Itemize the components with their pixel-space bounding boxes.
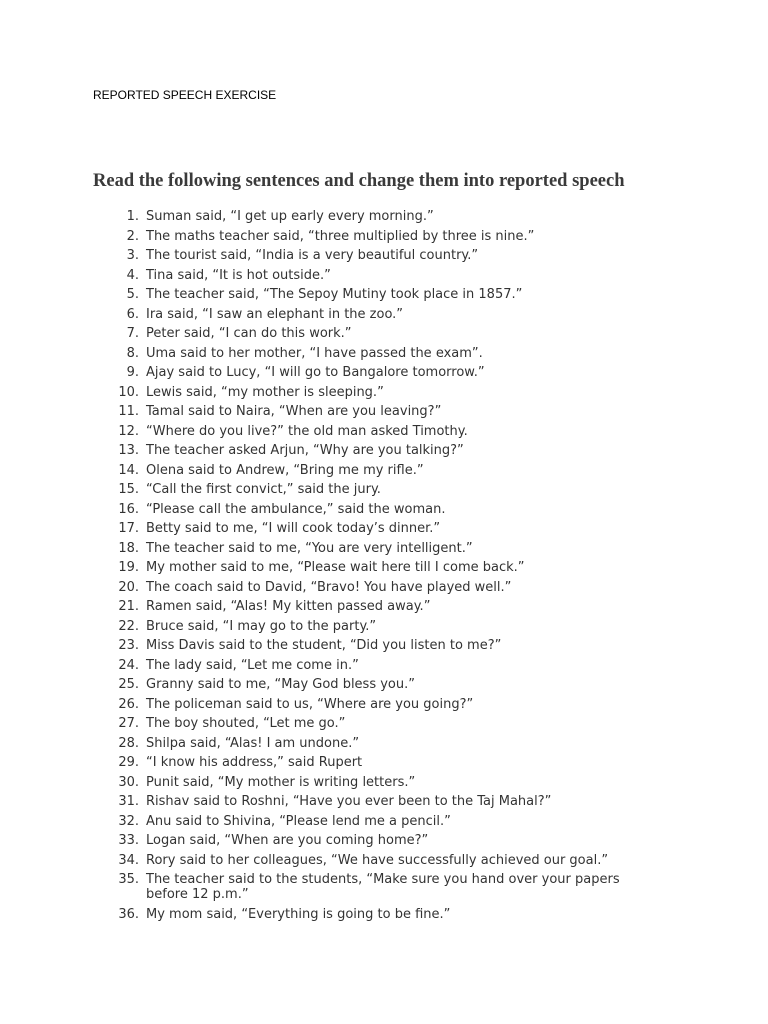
- list-item-gap: [139, 246, 146, 266]
- list-item-number: 18.: [118, 540, 139, 556]
- list-item-number: 13.: [118, 443, 139, 458]
- list-item-text: My mom said, “Everything is going to be fine.”: [146, 906, 451, 922]
- list-item: [93, 285, 653, 305]
- list-item-text: Lewis said, “my mother is sleeping.”: [146, 384, 384, 400]
- list-item-number: 2.: [126, 228, 139, 244]
- list-item-number: 27.: [118, 716, 139, 731]
- list-item: [93, 597, 653, 617]
- list-item: [93, 905, 653, 925]
- list-item-text: Uma said to her mother, “I have passed the exam”.: [146, 345, 483, 361]
- list-item-gap: [139, 636, 146, 656]
- list-item: [93, 227, 653, 247]
- list-item-number: 16.: [118, 501, 139, 517]
- list-item-text: Ramen said, “Alas! My kitten passed away.”: [146, 599, 431, 614]
- list-item-number: 24.: [118, 657, 139, 673]
- list-item-text: “Where do you live?” the old man asked Timothy.: [146, 423, 468, 439]
- list-item-number: 17.: [118, 521, 139, 536]
- list-item-text: “I know his address,” said Rupert: [146, 755, 363, 770]
- list-item-number: 21.: [118, 599, 139, 614]
- list-item-number: 23.: [118, 638, 139, 653]
- list-item-gap: [139, 812, 146, 832]
- list-item-number: 34.: [118, 852, 139, 868]
- list-item-gap: [139, 383, 146, 403]
- list-item: [93, 578, 653, 598]
- list-item-text: The policeman said to us, “Where are you going?”: [146, 696, 474, 712]
- list-item: [93, 207, 653, 227]
- list-item: [93, 714, 653, 734]
- list-item-number: 20.: [118, 579, 139, 595]
- list-item-text: “Call the first convict,” said the jury.: [146, 482, 381, 497]
- document-header-label: REPORTED SPEECH EXERCISE: [93, 88, 277, 102]
- list-item-text: The tourist said, “India is a very beautiful country.”: [146, 248, 479, 263]
- list-item-text: “Please call the ambulance,” said the woman.: [146, 501, 446, 517]
- list-item: [93, 636, 653, 656]
- list-item-number: 11.: [118, 404, 139, 419]
- list-item: [93, 734, 653, 754]
- list-item: [93, 383, 653, 403]
- list-item-text: Peter said, “I can do this work.”: [146, 326, 352, 341]
- list-item-gap: [139, 870, 146, 905]
- list-item: [93, 753, 653, 773]
- list-item-gap: [139, 773, 146, 793]
- list-item-text: The boy shouted, “Let me go.”: [146, 716, 346, 731]
- list-item-text: My mother said to me, “Please wait here till I come back.”: [146, 560, 525, 575]
- list-item-gap: [139, 402, 146, 422]
- list-item-number: 31.: [118, 794, 139, 809]
- list-item: [93, 558, 653, 578]
- list-item-number: 6.: [126, 306, 139, 322]
- list-item-gap: [139, 753, 146, 773]
- instructions-heading: Read the following sentences and change them into reported speech: [93, 171, 625, 191]
- list-item-text: Betty said to me, “I will cook today’s dinner.”: [146, 521, 441, 536]
- list-item-text: Shilpa said, “Alas! I am undone.”: [146, 735, 360, 751]
- list-item-gap: [139, 792, 146, 812]
- list-item-gap: [139, 831, 146, 851]
- list-item: [93, 500, 653, 520]
- list-item-number: 8.: [126, 345, 139, 361]
- list-item-number: 29.: [118, 755, 139, 770]
- list-item-gap: [139, 285, 146, 305]
- list-item-text: Bruce said, “I may go to the party.”: [146, 618, 377, 634]
- list-item: [93, 441, 653, 461]
- list-item-text: The teacher said to the students, “Make sure you hand over your papers before 12 p.m.”: [146, 872, 620, 902]
- list-item-gap: [139, 714, 146, 734]
- list-item: [93, 773, 653, 793]
- list-item-text: Ajay said to Lucy, “I will go to Bangalore tomorrow.”: [146, 365, 485, 380]
- list-item-number: 30.: [118, 774, 139, 790]
- list-item-number: 1.: [126, 209, 139, 224]
- list-item-text: Tina said, “It is hot outside.”: [146, 267, 331, 283]
- list-item-gap: [139, 461, 146, 481]
- list-item: [93, 422, 653, 442]
- list-item-number: 5.: [126, 287, 139, 302]
- list-item: [93, 617, 653, 637]
- list-item-text: The coach said to David, “Bravo! You have played well.”: [146, 579, 512, 595]
- list-item: [93, 266, 653, 286]
- list-item-number: 9.: [126, 365, 139, 380]
- list-item-text: Ira said, “I saw an elephant in the zoo.”: [146, 306, 404, 322]
- list-item-number: 10.: [118, 384, 139, 400]
- list-item-gap: [139, 656, 146, 676]
- list-item-gap: [139, 305, 146, 325]
- list-item: [93, 363, 653, 383]
- list-item-text: The teacher said, “The Sepoy Mutiny took place in 1857.”: [146, 287, 523, 302]
- list-item-gap: [139, 266, 146, 286]
- list-item-gap: [139, 344, 146, 364]
- list-item: [93, 831, 653, 851]
- list-item-number: 15.: [118, 482, 139, 497]
- list-item: [93, 539, 653, 559]
- list-item-number: 22.: [118, 618, 139, 634]
- list-item-gap: [139, 539, 146, 559]
- list-item-number: 7.: [126, 326, 139, 341]
- list-item-gap: [139, 519, 146, 539]
- list-item-gap: [139, 597, 146, 617]
- list-item: [93, 305, 653, 325]
- list-item-number: 25.: [118, 677, 139, 692]
- list-item: [93, 695, 653, 715]
- list-item: [93, 519, 653, 539]
- list-item-text: Logan said, “When are you coming home?”: [146, 833, 429, 848]
- list-item: [93, 480, 653, 500]
- list-item: [93, 812, 653, 832]
- list-item-text: The maths teacher said, “three multiplied by three is nine.”: [146, 228, 535, 244]
- list-item: [93, 324, 653, 344]
- list-item: [93, 870, 653, 905]
- list-item-number: 4.: [126, 267, 139, 283]
- list-item-text: Olena said to Andrew, “Bring me my rifle.”: [146, 462, 424, 478]
- list-item-number: 14.: [118, 462, 139, 478]
- list-item: [93, 675, 653, 695]
- list-item: [93, 246, 653, 266]
- list-item-gap: [139, 324, 146, 344]
- list-item-text: Suman said, “I get up early every morning.”: [146, 209, 434, 224]
- list-item-gap: [139, 578, 146, 598]
- list-item-gap: [139, 227, 146, 247]
- list-item-text: Granny said to me, “May God bless you.”: [146, 677, 415, 692]
- list-item-gap: [139, 617, 146, 637]
- sentence-list: [93, 207, 653, 924]
- list-item-text: The teacher said to me, “You are very intelligent.”: [146, 540, 473, 556]
- list-item-number: 12.: [118, 423, 139, 439]
- list-item-text: The lady said, “Let me come in.”: [146, 657, 359, 673]
- list-item-gap: [139, 441, 146, 461]
- list-item-number: 26.: [118, 696, 139, 712]
- list-item-gap: [139, 695, 146, 715]
- list-item-number: 19.: [118, 560, 139, 575]
- list-item-number: 28.: [118, 735, 139, 751]
- list-item-gap: [139, 558, 146, 578]
- list-item-gap: [139, 207, 146, 227]
- list-item: [93, 656, 653, 676]
- list-item: [93, 461, 653, 481]
- list-item-number: 35.: [118, 872, 139, 887]
- list-item-number: 36.: [118, 906, 139, 922]
- list-item: [93, 792, 653, 812]
- list-item-gap: [139, 851, 146, 871]
- list-item-text: The teacher asked Arjun, “Why are you talking?”: [146, 443, 464, 458]
- list-item-gap: [139, 422, 146, 442]
- list-item: [93, 851, 653, 871]
- list-item-gap: [139, 734, 146, 754]
- list-item-text: Anu said to Shivina, “Please lend me a pencil.”: [146, 813, 451, 829]
- list-item-text: Punit said, “My mother is writing letters.”: [146, 774, 416, 790]
- list-item-gap: [139, 905, 146, 925]
- list-item: [93, 344, 653, 364]
- list-item-number: 33.: [118, 833, 139, 848]
- list-item-number: 3.: [126, 248, 139, 263]
- list-item-number: 32.: [118, 813, 139, 829]
- list-item-gap: [139, 675, 146, 695]
- list-item-text: Tamal said to Naira, “When are you leaving?”: [146, 404, 442, 419]
- list-item: [93, 402, 653, 422]
- list-item-text: Rory said to her colleagues, “We have successfully achieved our goal.”: [146, 852, 609, 868]
- list-item-gap: [139, 363, 146, 383]
- list-item-gap: [139, 480, 146, 500]
- list-item-text: Miss Davis said to the student, “Did you listen to me?”: [146, 638, 502, 653]
- list-item-text: Rishav said to Roshni, “Have you ever been to the Taj Mahal?”: [146, 794, 552, 809]
- list-item-gap: [139, 500, 146, 520]
